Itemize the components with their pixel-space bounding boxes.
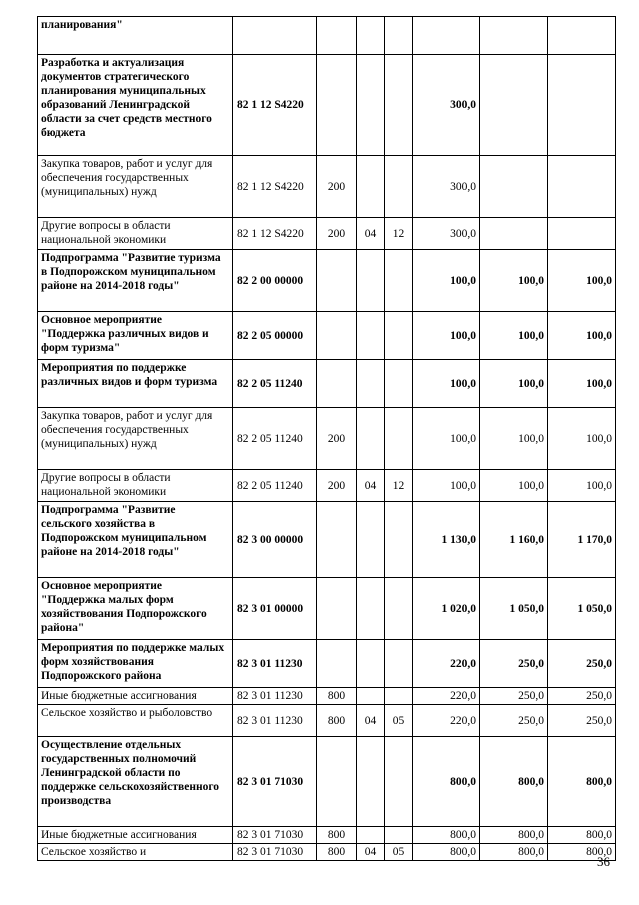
table-row	[38, 705, 616, 737]
row-amount-1: 300,0	[413, 218, 480, 250]
row-section	[357, 55, 385, 156]
row-section: 04	[357, 705, 385, 737]
row-amount-2: 1 160,0	[480, 502, 548, 578]
row-amount-3: 800,0	[548, 737, 616, 827]
row-expense-group	[317, 502, 357, 578]
row-subsection	[385, 502, 413, 578]
row-name: Мероприятия по поддержке малых форм хозяйствования Подпорожского района	[38, 640, 233, 688]
row-amount-2: 100,0	[480, 360, 548, 408]
row-amount-2: 800,0	[480, 844, 548, 861]
row-amount-1: 1 130,0	[413, 502, 480, 578]
table-row	[38, 640, 616, 688]
row-amount-3: 250,0	[548, 705, 616, 737]
row-amount-2: 800,0	[480, 737, 548, 827]
row-amount-1: 100,0	[413, 408, 480, 470]
row-section	[357, 17, 385, 55]
row-name: Закупка товаров, работ и услуг для обеспечения государственных (муниципальных) нужд	[38, 156, 233, 218]
row-amount-2: 100,0	[480, 250, 548, 312]
row-amount-3	[548, 55, 616, 156]
row-code: 82 1 12 S4220	[233, 55, 317, 156]
row-expense-group	[317, 312, 357, 360]
row-amount-1	[413, 17, 480, 55]
row-subsection	[385, 55, 413, 156]
table-row	[38, 688, 616, 705]
row-expense-group	[317, 360, 357, 408]
row-name: Сельское хозяйство и рыболовство	[38, 705, 233, 737]
row-amount-3: 250,0	[548, 640, 616, 688]
row-code: 82 3 01 71030	[233, 844, 317, 861]
row-amount-3: 1 170,0	[548, 502, 616, 578]
row-amount-2: 250,0	[480, 688, 548, 705]
row-amount-3	[548, 218, 616, 250]
row-subsection: 05	[385, 844, 413, 861]
row-section	[357, 156, 385, 218]
row-section	[357, 578, 385, 640]
table-row	[38, 470, 616, 502]
row-subsection	[385, 408, 413, 470]
row-code: 82 1 12 S4220	[233, 156, 317, 218]
row-amount-3: 100,0	[548, 312, 616, 360]
row-amount-2	[480, 156, 548, 218]
row-section	[357, 250, 385, 312]
row-code: 82 3 00 00000	[233, 502, 317, 578]
row-amount-2: 250,0	[480, 705, 548, 737]
row-subsection	[385, 578, 413, 640]
row-amount-3: 100,0	[548, 470, 616, 502]
row-section	[357, 312, 385, 360]
row-code: 82 3 01 71030	[233, 737, 317, 827]
row-amount-1: 300,0	[413, 156, 480, 218]
row-amount-2: 800,0	[480, 827, 548, 844]
row-expense-group: 800	[317, 844, 357, 861]
row-code: 82 3 01 00000	[233, 578, 317, 640]
row-amount-3: 800,0	[548, 827, 616, 844]
row-section: 04	[357, 470, 385, 502]
table-row	[38, 737, 616, 827]
row-code: 82 2 05 11240	[233, 470, 317, 502]
row-subsection	[385, 17, 413, 55]
row-name: Подпрограмма "Развитие сельского хозяйства в Подпорожском муниципальном районе на 2014-2018 годы"	[38, 502, 233, 578]
row-amount-1: 100,0	[413, 312, 480, 360]
row-section: 04	[357, 218, 385, 250]
row-name: Основное мероприятие "Поддержка малых форм хозяйствования Подпорожского района"	[38, 578, 233, 640]
table-row	[38, 17, 616, 55]
row-amount-3: 100,0	[548, 360, 616, 408]
row-amount-3: 100,0	[548, 408, 616, 470]
row-expense-group: 800	[317, 705, 357, 737]
table-row	[38, 578, 616, 640]
row-expense-group: 200	[317, 218, 357, 250]
row-expense-group	[317, 640, 357, 688]
row-name: Разработка и актуализация документов стратегического планирования муниципальных образований Ленинградской области за счет средств местного бюджета	[38, 55, 233, 156]
row-code: 82 3 01 11230	[233, 640, 317, 688]
table-row	[38, 250, 616, 312]
table-row	[38, 502, 616, 578]
row-amount-2: 100,0	[480, 408, 548, 470]
row-name: Подпрограмма "Развитие туризма в Подпорожском муниципальном районе на 2014-2018 годы"	[38, 250, 233, 312]
row-amount-1: 100,0	[413, 470, 480, 502]
row-expense-group	[317, 17, 357, 55]
row-code: 82 1 12 S4220	[233, 218, 317, 250]
row-expense-group	[317, 250, 357, 312]
table-row	[38, 360, 616, 408]
row-name: Сельское хозяйство и	[38, 844, 233, 861]
row-code: 82 3 01 11230	[233, 688, 317, 705]
row-expense-group	[317, 578, 357, 640]
row-code: 82 2 05 00000	[233, 312, 317, 360]
row-code: 82 2 00 00000	[233, 250, 317, 312]
row-name: Другие вопросы в области национальной экономики	[38, 218, 233, 250]
table-row	[38, 156, 616, 218]
row-name: Осуществление отдельных государственных полномочий Ленинградской области по поддержке сельскохозяйственного производства	[38, 737, 233, 827]
row-name: Основное мероприятие "Поддержка различных видов и форм туризма"	[38, 312, 233, 360]
row-expense-group: 800	[317, 827, 357, 844]
row-section	[357, 640, 385, 688]
table-row	[38, 827, 616, 844]
budget-table	[37, 16, 616, 861]
row-subsection	[385, 827, 413, 844]
table-row	[38, 218, 616, 250]
row-amount-3	[548, 156, 616, 218]
row-expense-group	[317, 737, 357, 827]
row-expense-group: 200	[317, 470, 357, 502]
table-row	[38, 408, 616, 470]
row-subsection	[385, 312, 413, 360]
row-subsection	[385, 360, 413, 408]
row-expense-group: 800	[317, 688, 357, 705]
row-code: 82 2 05 11240	[233, 408, 317, 470]
row-name: Закупка товаров, работ и услуг для обеспечения государственных (муниципальных) нужд	[38, 408, 233, 470]
row-subsection	[385, 156, 413, 218]
row-section	[357, 502, 385, 578]
row-amount-1: 100,0	[413, 360, 480, 408]
row-name: планирования"	[38, 17, 233, 55]
row-section: 04	[357, 844, 385, 861]
row-amount-2	[480, 17, 548, 55]
row-section	[357, 827, 385, 844]
page-number: 36	[597, 854, 610, 869]
row-amount-1: 800,0	[413, 844, 480, 861]
row-amount-2	[480, 55, 548, 156]
row-name: Другие вопросы в области национальной экономики	[38, 470, 233, 502]
row-subsection: 12	[385, 218, 413, 250]
row-subsection	[385, 640, 413, 688]
row-subsection	[385, 737, 413, 827]
table-row	[38, 844, 616, 861]
row-amount-3: 1 050,0	[548, 578, 616, 640]
row-section	[357, 688, 385, 705]
row-amount-1: 800,0	[413, 827, 480, 844]
row-amount-2	[480, 218, 548, 250]
row-amount-3: 100,0	[548, 250, 616, 312]
row-amount-1: 220,0	[413, 705, 480, 737]
row-subsection: 12	[385, 470, 413, 502]
row-amount-1: 220,0	[413, 640, 480, 688]
row-amount-1: 300,0	[413, 55, 480, 156]
row-name: Иные бюджетные ассигнования	[38, 827, 233, 844]
row-section	[357, 408, 385, 470]
row-name: Мероприятия по поддержке различных видов и форм туризма	[38, 360, 233, 408]
row-amount-1: 100,0	[413, 250, 480, 312]
row-amount-2: 100,0	[480, 312, 548, 360]
row-subsection	[385, 250, 413, 312]
row-code	[233, 17, 317, 55]
row-subsection: 05	[385, 705, 413, 737]
row-amount-2: 250,0	[480, 640, 548, 688]
row-section	[357, 737, 385, 827]
table-row	[38, 312, 616, 360]
row-amount-3: 250,0	[548, 688, 616, 705]
row-amount-1: 220,0	[413, 688, 480, 705]
row-code: 82 3 01 11230	[233, 705, 317, 737]
row-amount-3	[548, 17, 616, 55]
row-name: Иные бюджетные ассигнования	[38, 688, 233, 705]
row-amount-3: 800,0	[548, 844, 616, 861]
table-row	[38, 55, 616, 156]
row-expense-group	[317, 55, 357, 156]
row-amount-2: 1 050,0	[480, 578, 548, 640]
row-expense-group: 200	[317, 408, 357, 470]
row-amount-1: 800,0	[413, 737, 480, 827]
row-code: 82 2 05 11240	[233, 360, 317, 408]
row-expense-group: 200	[317, 156, 357, 218]
row-amount-2: 100,0	[480, 470, 548, 502]
row-amount-1: 1 020,0	[413, 578, 480, 640]
row-section	[357, 360, 385, 408]
row-subsection	[385, 688, 413, 705]
table-body	[38, 17, 616, 861]
row-code: 82 3 01 71030	[233, 827, 317, 844]
